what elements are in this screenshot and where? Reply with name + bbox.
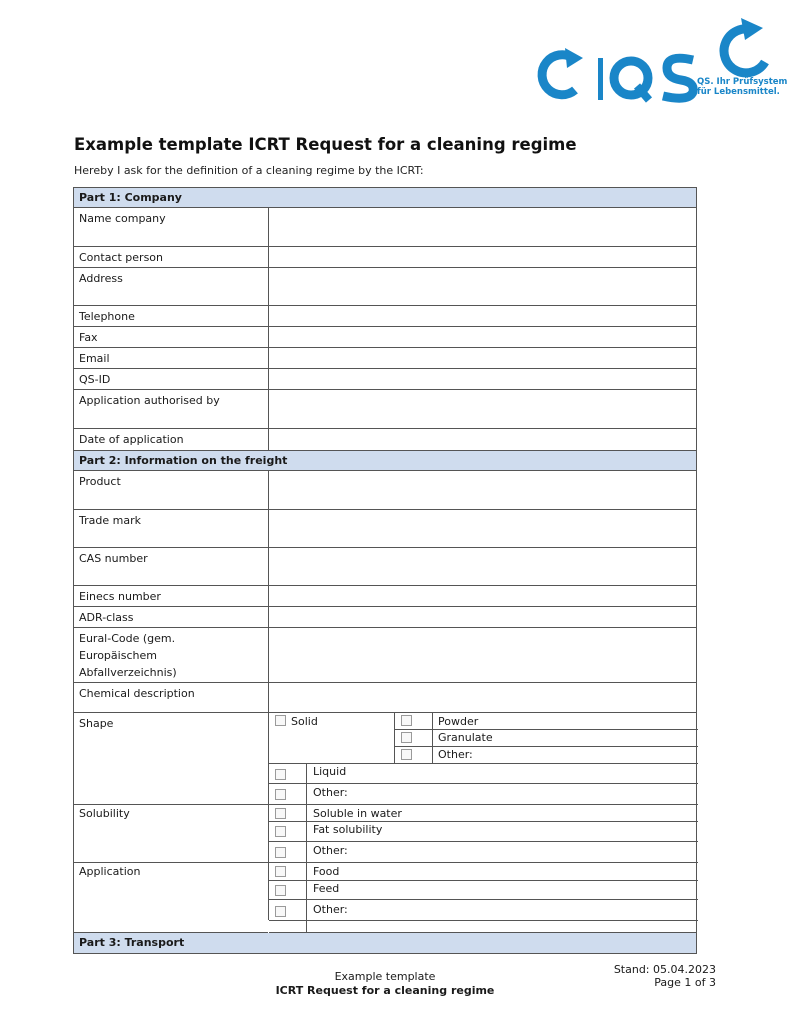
input-chemical-description[interactable] <box>269 683 696 712</box>
footer-stand: Stand: 05.04.2023 <box>613 963 716 976</box>
option-liquid: Liquid <box>313 765 347 778</box>
row-email <box>74 348 696 369</box>
input-eural-code[interactable] <box>269 628 696 682</box>
row-address <box>74 268 696 306</box>
option-other-shape: Other: <box>313 786 348 799</box>
label-contact-person: Contact person <box>74 247 269 267</box>
label-adr-class: ADR-class <box>74 607 269 627</box>
label-trade-mark: Trade mark <box>74 510 269 547</box>
checkbox-food[interactable] <box>275 866 286 877</box>
label-product: Product <box>74 471 269 509</box>
option-granulate: Granulate <box>438 731 493 744</box>
row-qs-id <box>74 369 696 390</box>
checkbox-other-shape[interactable] <box>275 789 286 800</box>
checkbox-liquid[interactable] <box>275 769 286 780</box>
option-food: Food <box>313 865 340 878</box>
option-powder: Powder <box>438 715 479 728</box>
input-name-company[interactable] <box>269 208 696 246</box>
option-other-solid: Other: <box>438 748 473 761</box>
qs-tagline-2: für Lebensmittel. <box>697 87 780 97</box>
row-name-company <box>74 208 696 247</box>
intro-text: Hereby I ask for the definition of a cleaning regime by the ICRT: <box>74 164 424 177</box>
input-adr-class[interactable] <box>269 607 696 627</box>
row-eural-code <box>74 628 696 683</box>
footer-line2: ICRT Request for a cleaning regime <box>275 984 495 997</box>
checkbox-feed[interactable] <box>275 885 286 896</box>
input-qs-id[interactable] <box>269 369 696 389</box>
checkbox-other-solubility[interactable] <box>275 847 286 858</box>
label-application: Application <box>79 865 141 878</box>
row-date-of-application <box>74 429 696 451</box>
footer-page: Page 1 of 3 <box>654 976 716 989</box>
option-feed: Feed <box>313 882 340 895</box>
request-form <box>73 187 697 954</box>
input-date-of-application[interactable] <box>269 429 696 450</box>
qs-tagline <box>697 77 787 97</box>
checkbox-powder[interactable] <box>401 715 412 726</box>
page-title: Example template ICRT Request for a cleaning regime <box>74 135 577 154</box>
label-name-company: Name company <box>74 208 269 246</box>
section-part2-heading: Part 2: Information on the freight <box>74 451 696 471</box>
row-chemical-description <box>74 683 696 713</box>
option-fat-solubility: Fat solubility <box>313 823 383 836</box>
label-einecs-number: Einecs number <box>74 586 269 606</box>
checkbox-other-solid[interactable] <box>401 749 412 760</box>
label-shape: Shape <box>79 717 114 730</box>
label-eural-code: Eural-Code (gem. Europäischem Abfallverzeichnis) <box>74 628 269 682</box>
input-trade-mark[interactable] <box>269 510 696 547</box>
row-authorised-by <box>74 390 696 429</box>
checkbox-granulate[interactable] <box>401 732 412 743</box>
option-solid: Solid <box>291 715 318 728</box>
input-cas-number[interactable] <box>269 548 696 585</box>
footer-right <box>614 963 716 989</box>
row-product <box>74 471 696 510</box>
row-telephone <box>74 306 696 327</box>
label-qs-id: QS-ID <box>74 369 269 389</box>
qs-tagline-1: QS. Ihr Prüfsystem <box>697 77 787 87</box>
properties-block <box>74 713 696 933</box>
label-fax: Fax <box>74 327 269 347</box>
label-email: Email <box>74 348 269 368</box>
checkbox-soluble-water[interactable] <box>275 808 286 819</box>
row-trade-mark <box>74 510 696 548</box>
input-einecs-number[interactable] <box>269 586 696 606</box>
input-email[interactable] <box>269 348 696 368</box>
checkbox-fat-solubility[interactable] <box>275 826 286 837</box>
checkbox-other-application[interactable] <box>275 906 286 917</box>
checkbox-solid[interactable] <box>275 715 286 726</box>
row-adr-class <box>74 607 696 628</box>
label-address: Address <box>74 268 269 305</box>
label-authorised-by: Application authorised by <box>74 390 269 428</box>
section-part1-heading: Part 1: Company <box>74 188 696 208</box>
label-solubility: Solubility <box>79 807 130 820</box>
label-date-of-application: Date of application <box>74 429 269 450</box>
label-telephone: Telephone <box>74 306 269 326</box>
input-address[interactable] <box>269 268 696 305</box>
label-cas-number: CAS number <box>74 548 269 585</box>
section-part3-heading: Part 3: Transport <box>74 933 696 953</box>
footer-line1: Example template <box>334 970 436 983</box>
row-fax <box>74 327 696 348</box>
option-other-solubility: Other: <box>313 844 348 857</box>
input-telephone[interactable] <box>269 306 696 326</box>
input-fax[interactable] <box>269 327 696 347</box>
input-contact-person[interactable] <box>269 247 696 267</box>
footer-center <box>230 970 540 998</box>
row-contact-person <box>74 247 696 268</box>
row-einecs-number <box>74 586 696 607</box>
option-soluble-water: Soluble in water <box>313 807 402 820</box>
input-authorised-by[interactable] <box>269 390 696 428</box>
label-chemical-description: Chemical description <box>74 683 269 712</box>
row-cas-number <box>74 548 696 586</box>
option-other-application: Other: <box>313 903 348 916</box>
input-product[interactable] <box>269 471 696 509</box>
